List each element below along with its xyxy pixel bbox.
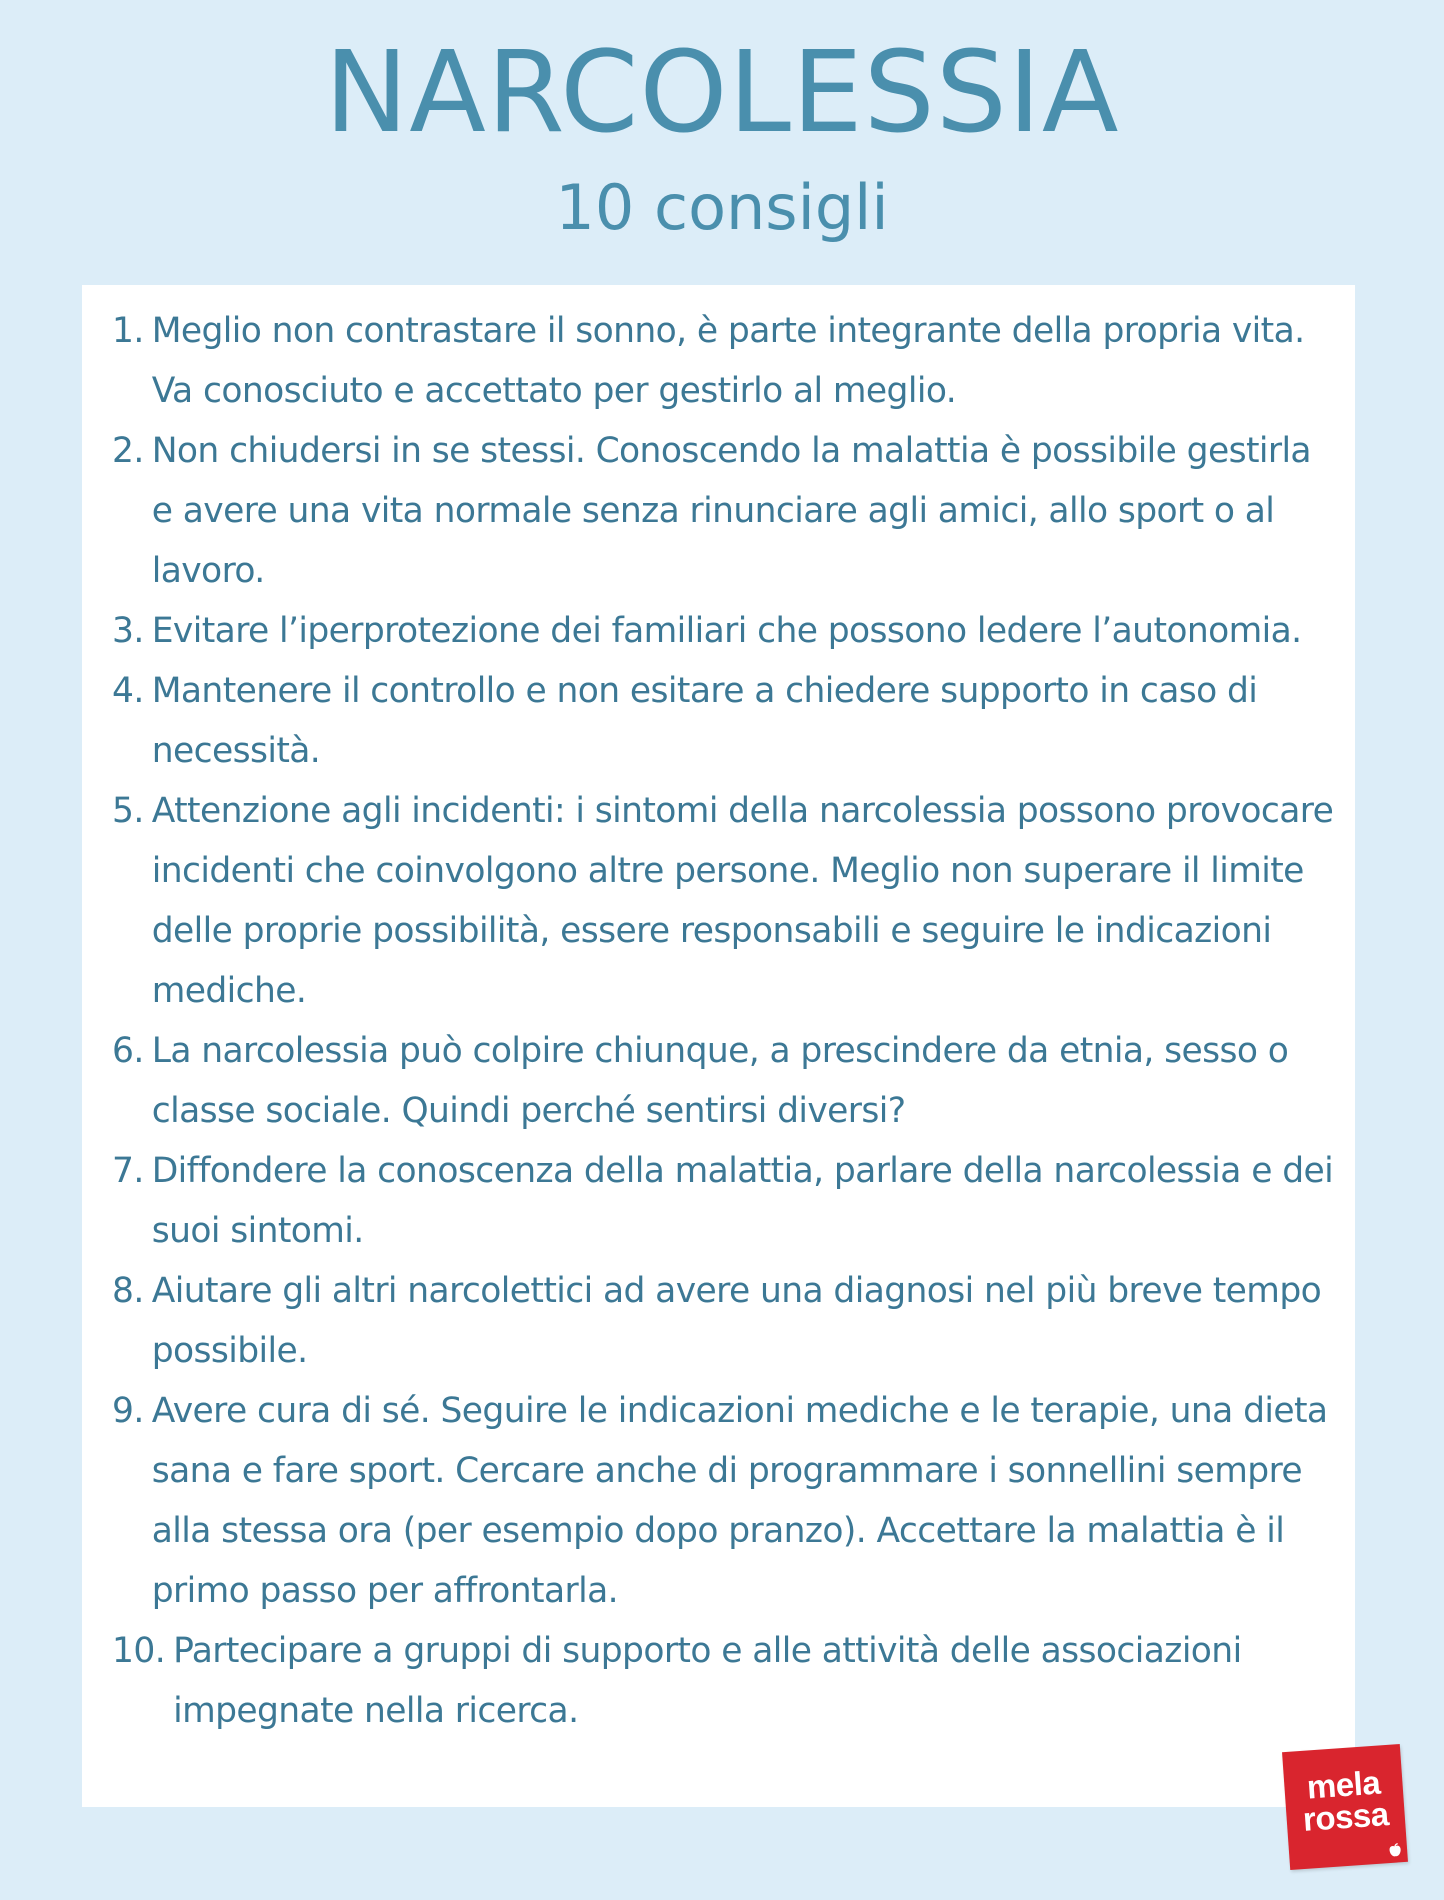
tip-text: Partecipare a gruppi di supporto e alle attività delle associazioni impegnate nella ricerca. <box>173 1631 1242 1731</box>
tip-item-6 <box>112 1021 1337 1141</box>
tip-item-7 <box>112 1141 1337 1261</box>
tip-item-1 <box>112 301 1337 421</box>
tip-text: Attenzione agli incidenti: i sintomi della narcolessia possono provocare incidenti che coinvolgono altre persone. Meglio non superare il limite delle proprie possibilità, essere responsabili e seguire le indicazioni mediche. <box>151 791 1334 1011</box>
tip-item-4 <box>112 661 1337 781</box>
tip-number: 1. <box>112 311 144 351</box>
tip-number: 6. <box>112 1031 144 1071</box>
tip-number: 7. <box>112 1151 144 1191</box>
tip-number: 4. <box>112 671 144 711</box>
tip-text: Avere cura di sé. Seguire le indicazioni mediche e le terapie, una dieta sana e fare sport. Cercare anche di programmare i sonnellini sempre alla stessa ora (per esempio dopo pranzo). Accettare la malattia è il primo passo per affrontarla. <box>151 1391 1328 1611</box>
tip-item-8 <box>112 1261 1337 1381</box>
tip-item-3 <box>112 601 1337 661</box>
logo-word-mela: mela <box>1305 1763 1382 1806</box>
tip-text: Meglio non contrastare il sonno, è parte integrante della propria vita. Va conosciuto e accettato per gestirlo al meglio. <box>151 311 1305 411</box>
tip-item-9 <box>112 1381 1337 1621</box>
page-title: NARCOLESSIA <box>324 28 1120 158</box>
tip-number: 9. <box>112 1391 144 1431</box>
tips-panel <box>82 285 1355 1807</box>
tip-number: 3. <box>112 611 144 651</box>
tip-text: Aiutare gli altri narcolettici ad avere una diagnosi nel più breve tempo possibile. <box>151 1271 1322 1371</box>
tip-text: Diffondere la conoscenza della malattia, parlare della narcolessia e dei suoi sintomi. <box>151 1151 1334 1251</box>
tip-number: 5. <box>112 791 144 831</box>
tip-number: 8. <box>112 1271 144 1311</box>
tip-text: Evitare l’iperprotezione dei familiari che possono ledere l’autonomia. <box>151 611 1302 651</box>
apple-icon <box>1387 1842 1404 1859</box>
tip-item-10 <box>112 1621 1337 1741</box>
page-subtitle: 10 consigli <box>555 171 889 244</box>
tip-number: 2. <box>112 431 144 471</box>
logo-word-rossa: rossa <box>1301 1795 1390 1838</box>
melarossa-logo <box>1282 1744 1408 1870</box>
tips-list <box>112 301 1337 1741</box>
tip-item-5 <box>112 781 1337 1021</box>
tip-number: 10. <box>112 1631 166 1671</box>
tip-text: Mantenere il controllo e non esitare a chiedere supporto in caso di necessità. <box>151 671 1258 771</box>
tip-text: Non chiudersi in se stessi. Conoscendo la malattia è possibile gestirla e avere una vita normale senza rinunciare agli amici, allo sport o al lavoro. <box>151 431 1311 591</box>
tip-text: La narcolessia può colpire chiunque, a prescindere da etnia, sesso o classe sociale. Quindi perché sentirsi diversi? <box>151 1031 1289 1131</box>
tip-item-2 <box>112 421 1337 601</box>
